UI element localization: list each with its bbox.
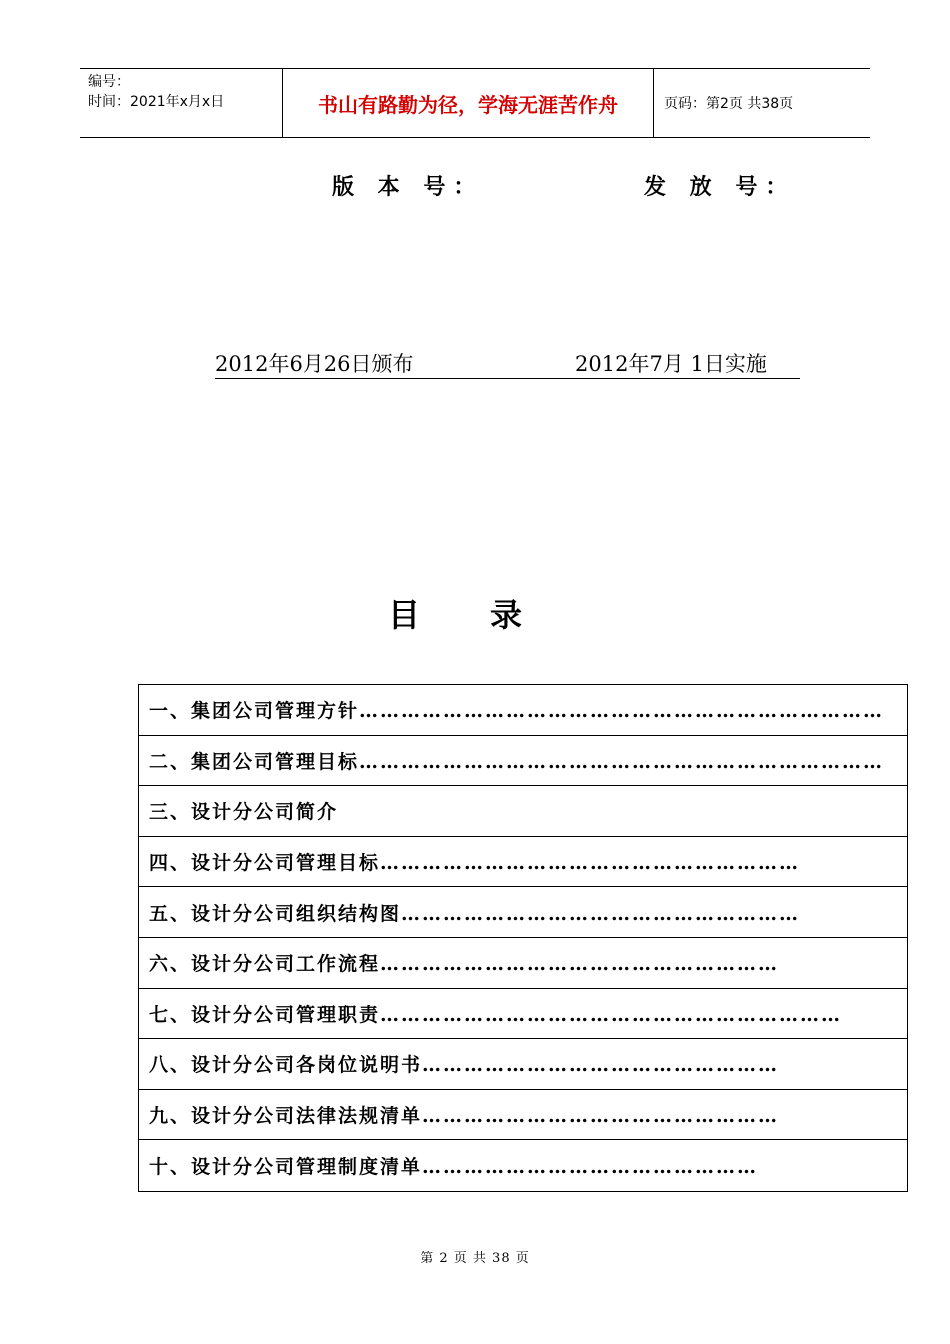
time-label: 时间：2021年x月x日 bbox=[88, 94, 225, 110]
effective-date: 2012年7月 1日实施 bbox=[575, 352, 767, 376]
issue-date: 2012年6月26日颁布 bbox=[215, 352, 414, 376]
toc-item[interactable]: 一、集团公司管理方针………………………………………………………………… bbox=[139, 685, 907, 736]
toc-item[interactable]: 四、设计分公司管理目标…………………………………………………… bbox=[139, 837, 907, 888]
release-number-label: 发 放 号： bbox=[644, 174, 796, 200]
toc-item[interactable]: 七、设计分公司管理职责………………………………………………………… bbox=[139, 989, 907, 1040]
toc-item[interactable]: 六、设计分公司工作流程………………………………………………… bbox=[139, 938, 907, 989]
version-number-label: 版 本 号： bbox=[332, 174, 484, 200]
toc-item[interactable]: 二、集团公司管理目标………………………………………………………………… bbox=[139, 736, 907, 787]
toc-title: 目录 bbox=[387, 596, 592, 634]
page-footer: 第 2 页 共 38 页 bbox=[420, 1251, 530, 1266]
version-row bbox=[0, 170, 950, 204]
header-motto: 书山有路勤为径，学海无涯苦作舟 bbox=[282, 69, 654, 137]
toc-item[interactable]: 三、设计分公司简介 bbox=[139, 786, 907, 837]
toc-item[interactable]: 十、设计分公司管理制度清单………………………………………… bbox=[149, 1156, 759, 1179]
serial-label: 编号： bbox=[88, 74, 130, 90]
toc-table bbox=[138, 684, 908, 1192]
toc-item[interactable]: 五、设计分公司组织结构图………………………………………………… bbox=[139, 887, 907, 938]
header-page-info: 页码：第2页 共38页 bbox=[664, 96, 794, 112]
dates-row bbox=[215, 346, 800, 379]
header-meta-cell bbox=[80, 69, 282, 137]
toc-item[interactable]: 九、设计分公司法律法规清单…………………………………………… bbox=[139, 1090, 907, 1141]
header-table bbox=[80, 68, 870, 138]
toc-item[interactable]: 八、设计分公司各岗位说明书…………………………………………… bbox=[139, 1039, 907, 1090]
